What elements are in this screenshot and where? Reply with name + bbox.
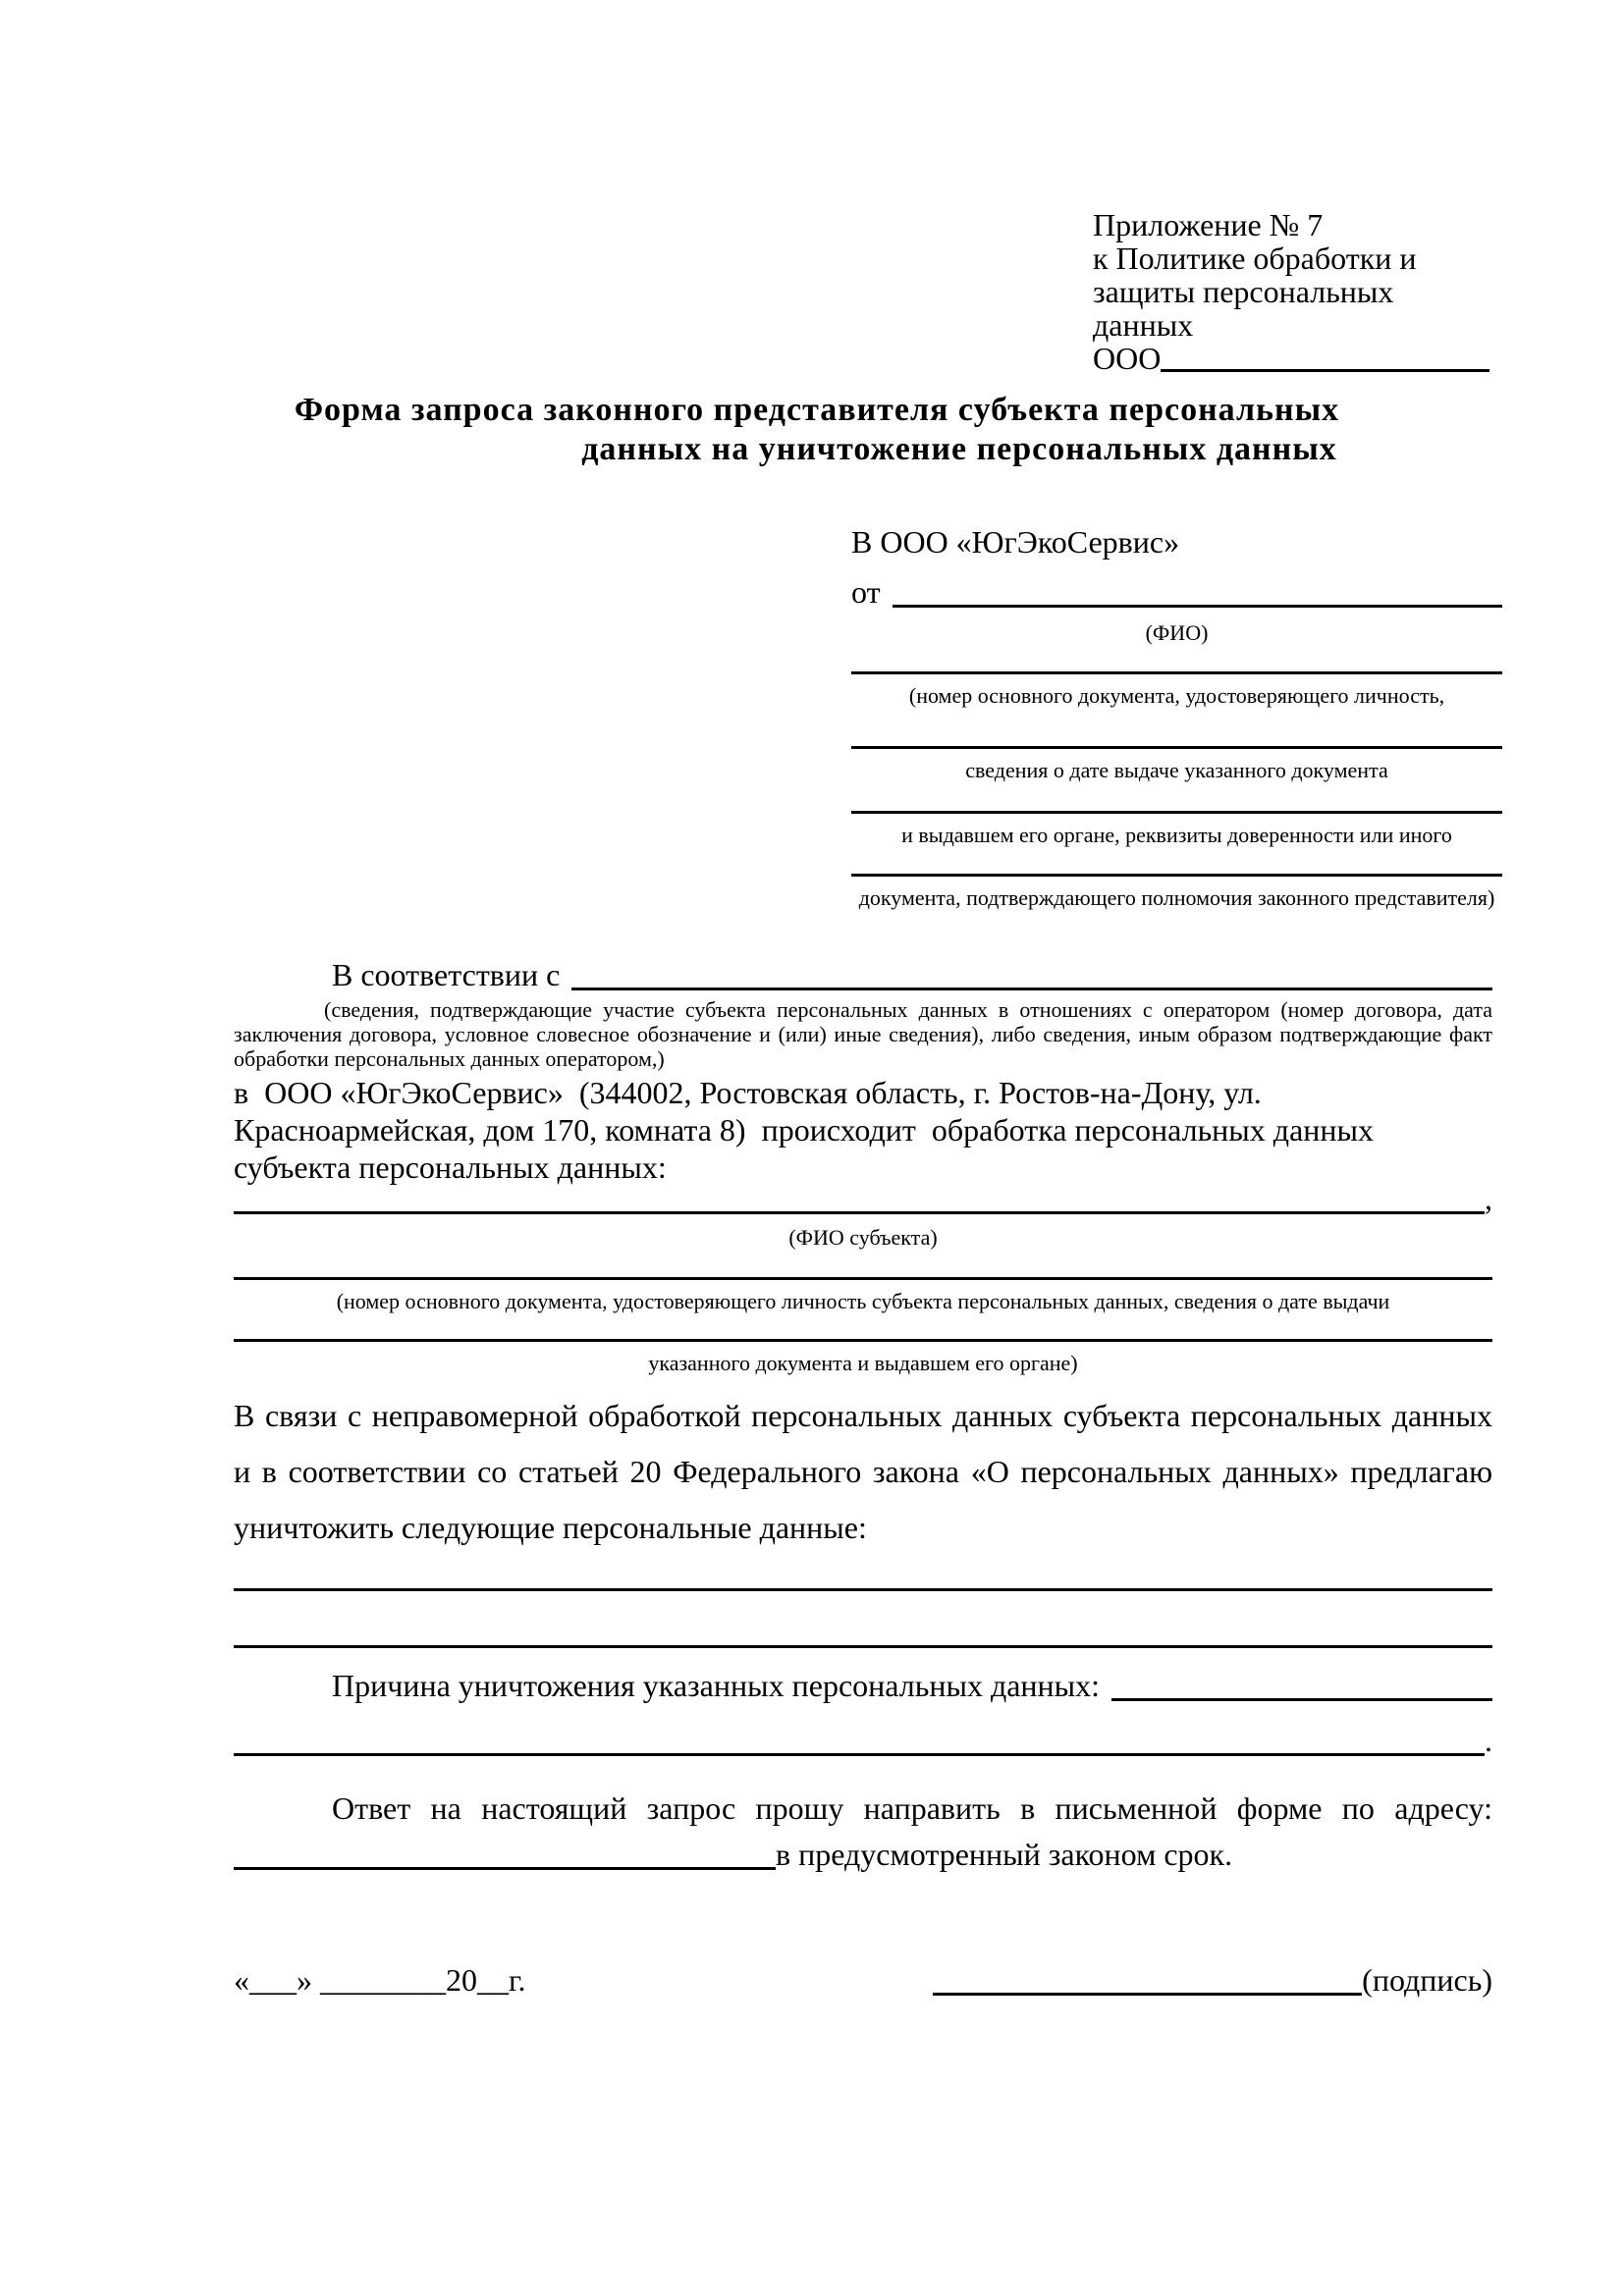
subject-doc-caption-2: указанного документа и выдавшем его органе) <box>648 1351 1078 1375</box>
authority-caption: документа, подтверждающего полномочия законного представителя) <box>858 885 1495 910</box>
request-paragraph <box>234 1388 1492 1556</box>
fio-field-line <box>893 605 1502 608</box>
operator-line2: Красноармейская, дом 170, комната 8) происходит обработка персональных данных <box>234 1112 1375 1148</box>
request-line2: и в соответствии со статьей 20 Федерального закона «О персональных данных» предлагаю <box>234 1454 1492 1489</box>
operator-paragraph <box>234 1074 1500 1186</box>
addressee-to: В ООО «ЮгЭкоСервис» <box>851 524 1180 560</box>
appendix-number: Приложение № 7 <box>1093 207 1324 242</box>
subject-doc-field-line <box>234 1277 1492 1280</box>
reason-line <box>234 1668 1492 1704</box>
title-line-2: данных на уничтожение персональных данных <box>581 431 1337 467</box>
accordance-label: В соответствии с <box>332 957 561 992</box>
request-line3: уничтожить следующие персональные данные: <box>234 1510 867 1545</box>
fio-caption: (ФИО) <box>1145 620 1209 645</box>
data-blank-line-2 <box>234 1645 1492 1648</box>
accordance-note-line2: заключения договора, условное словесное обозначение и (или) иные сведения), либо сведения, иным образом подтверждающие факт <box>234 1022 1492 1046</box>
appendix-ooo-line <box>1093 342 1489 375</box>
address-field-line <box>234 1867 776 1870</box>
accordance-field-line <box>571 988 1492 990</box>
subject-fio-caption: (ФИО субъекта) <box>788 1225 938 1250</box>
reply-line-1: Ответ на настоящий запрос прошу направить в письменной форме по адресу: <box>332 1790 1492 1826</box>
data-blank-line-1 <box>234 1588 1492 1591</box>
footer-row <box>234 1961 1492 1999</box>
issuer-caption: и выдавшем его органе, реквизиты доверенности или иного <box>901 823 1452 847</box>
subject-fio-field <box>234 1181 1492 1217</box>
reason-field-line-2 <box>234 1753 1485 1756</box>
document-title <box>183 391 1451 469</box>
addressee-from-line <box>851 574 1502 611</box>
reply-line-2 <box>234 1837 1492 1873</box>
accordance-note <box>234 997 1492 1071</box>
operator-line3: субъекта персональных данных: <box>234 1149 667 1185</box>
reason-continuation-line <box>234 1723 1492 1759</box>
appendix-header <box>1093 208 1489 375</box>
signature-caption: (подпись) <box>1362 1962 1492 1998</box>
accordance-note-line3: обработки персональных данных оператором,) <box>234 1046 665 1071</box>
ooo-blank-line <box>1161 369 1489 372</box>
issue-date-caption: сведения о дате выдаче указанного документа <box>965 758 1388 782</box>
date-line: «___» ________20__г. <box>234 1962 526 1998</box>
accordance-note-line1: (сведения, подтверждающие участие субъекта персональных данных в отношениях с оператором (номер договора, дата <box>324 997 1492 1022</box>
reason-field-line <box>1111 1698 1492 1701</box>
request-line1: В связи с неправомерной обработкой персональных данных субъекта персональных данных <box>234 1398 1492 1433</box>
doc-number-caption: (номер основного документа, удостоверяющего личность, <box>908 683 1445 708</box>
reason-label: Причина уничтожения указанных персональных данных: <box>332 1668 1101 1703</box>
subject-doc-field-line-2 <box>234 1339 1492 1342</box>
appendix-policy-line1: к Политике обработки и <box>1093 240 1417 276</box>
subject-fio-field-line <box>234 1211 1485 1214</box>
issuer-field-line <box>851 811 1502 814</box>
trailing-comma: , <box>1485 1181 1492 1216</box>
signature-group <box>933 1961 1492 1999</box>
trailing-period: . <box>1485 1723 1492 1758</box>
accordance-line <box>234 957 1492 993</box>
ooo-prefix: ООО <box>1093 341 1162 376</box>
authority-field-line <box>851 874 1502 877</box>
appendix-policy-line2: защиты персональных данных <box>1093 274 1394 343</box>
operator-line1: в ООО «ЮгЭкоСервис» (344002, Ростовская область, г. Ростов-на-Дону, ул. <box>234 1075 1262 1110</box>
signature-field-line <box>933 1993 1362 1996</box>
doc-number-field-line <box>851 671 1502 674</box>
subject-doc-caption-1: (номер основного документа, удостоверяющего личность субъекта персональных данных, сведения о дате выдачи <box>336 1289 1390 1313</box>
from-label: от <box>851 574 881 610</box>
reply-tail: в предусмотренный законом срок. <box>776 1837 1233 1872</box>
issue-date-field-line <box>851 746 1502 749</box>
title-line-1: Форма запроса законного представителя субъекта персональных <box>294 392 1340 428</box>
